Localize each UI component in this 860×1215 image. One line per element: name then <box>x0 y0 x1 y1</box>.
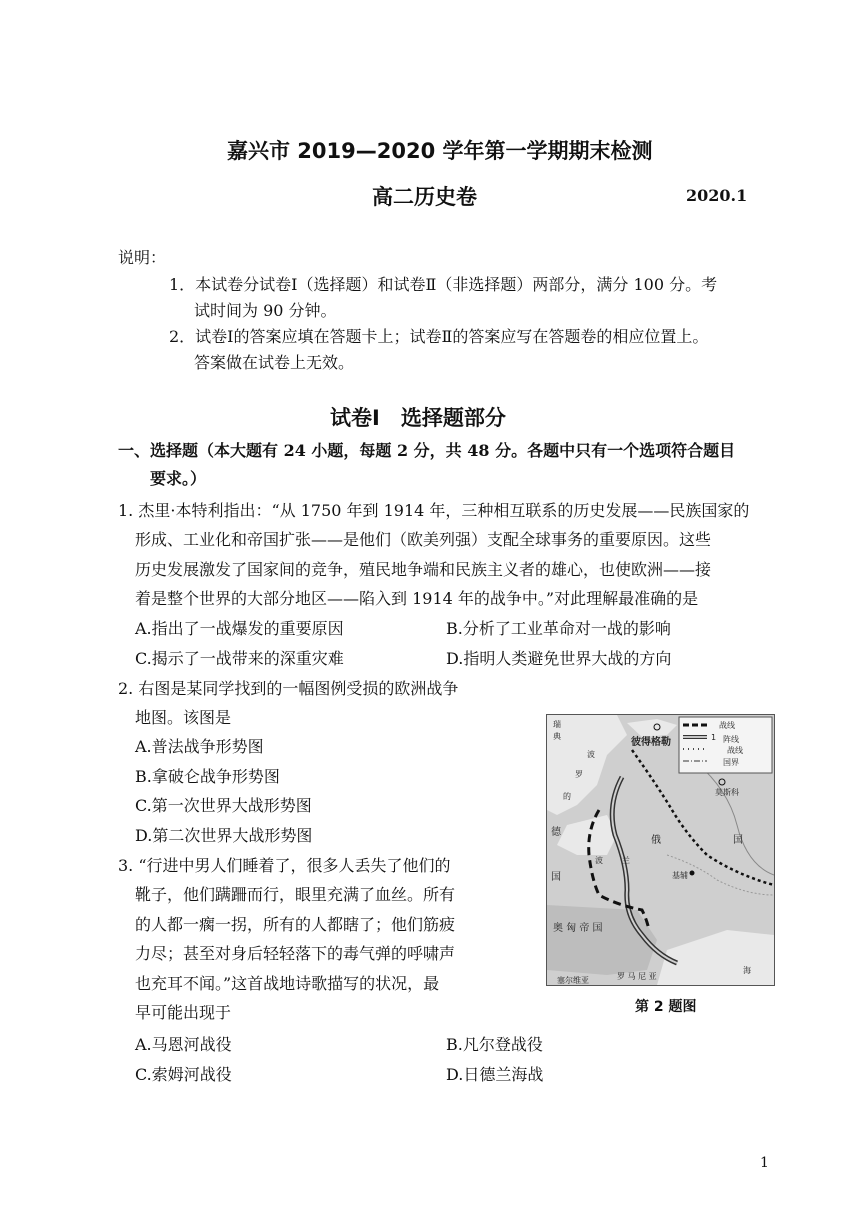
q3-stem-line-5: 也充耳不闻。”这首战地诗歌描写的状况，最 <box>135 974 440 993</box>
legend-label-4: 国界 <box>723 758 739 767</box>
map-label-romania: 罗 马 尼 亚 <box>617 972 657 981</box>
map-label-austria-hungary: 奥 匈 帝 国 <box>553 923 603 934</box>
page-number: 1 <box>760 1155 769 1171</box>
legend-label-1: 战线 <box>719 721 735 730</box>
instructions-label: 说明： <box>118 248 167 267</box>
map-label-bo: 波 <box>587 750 595 759</box>
q2-option-c: C.第一次世界大战形势图 <box>135 796 312 815</box>
q3-option-d: D.日德兰海战 <box>446 1065 544 1084</box>
q1-option-d: D.指明人类避免世界大战的方向 <box>446 649 672 668</box>
map-label-sweden-2: 典 <box>553 732 561 741</box>
map-label-russia-e: 俄 <box>651 835 661 846</box>
q2-option-b: B.拿破仑战争形势图 <box>135 767 280 786</box>
map-label-russia-guo: 国 <box>733 835 743 846</box>
q2-stem-line-2: 地图。该图是 <box>135 708 232 727</box>
q3-option-b: B.凡尔登战役 <box>446 1035 543 1054</box>
q1-option-c: C.揭示了一战带来的深重灾难 <box>135 649 344 668</box>
exam-date: 2020.1 <box>686 186 748 205</box>
document-title: 嘉兴市 2019—2020 学年第一学期期末检测 <box>227 139 653 163</box>
q1-option-b: B.分析了工业革命对一战的影响 <box>446 619 671 638</box>
map-caption: 第 2 题图 <box>635 999 697 1015</box>
q3-stem-line-1: 3. “行进中男人们睡着了，很多人丢失了他们的 <box>118 856 451 875</box>
q1-option-a: A.指出了一战爆发的重要原因 <box>135 619 344 638</box>
war-map-drawing <box>547 715 774 985</box>
q1-stem-line-1: 1. 杰里·本特利指出：“从 1750 年到 1914 年，三种相互联系的历史发展——民族国家的 <box>118 501 750 520</box>
q3-stem-line-2: 靴子，他们蹒跚而行，眼里充满了血丝。所有 <box>135 885 456 904</box>
q1-stem-line-3: 历史发展激发了国家间的竞争，殖民地争端和民族主义者的雄心，也使欧洲——接 <box>135 560 712 579</box>
austria-hungary-area <box>547 905 657 975</box>
legend-label-3: 战线 <box>727 746 743 755</box>
instruction-2-line-1: 2．试卷Ⅰ的答案应填在答题卡上；试卷Ⅱ的答案应写在答题卷的相应位置上。 <box>169 327 709 346</box>
map-label-kyiv: 基辅 <box>672 871 688 880</box>
document-subtitle: 高二历史卷 <box>372 185 477 209</box>
map-label-germany-2: 国 <box>551 872 561 883</box>
legend-number: 1 <box>711 733 717 742</box>
q3-option-a: A.马恩河战役 <box>135 1035 232 1054</box>
city-marker-moscow <box>719 779 725 785</box>
map-label-poland-lan: 兰 <box>622 856 630 865</box>
map-label-moscow: 莫斯科 <box>715 788 739 797</box>
map-label-small-bottom: 塞尔维亚 <box>557 976 589 985</box>
map-label-germany-1: 德 <box>551 827 561 838</box>
q1-stem-line-2: 形成、工业化和帝国扩张——是他们（欧美列强）支配全球事务的重要原因。这些 <box>135 530 712 549</box>
map-label-poland-bo: 波 <box>595 856 603 865</box>
map-label-luo: 罗 <box>575 770 583 779</box>
war-map-figure <box>546 714 775 986</box>
section-title: 试卷Ⅰ 选择题部分 <box>330 406 506 430</box>
q1-stem-line-4: 着是整个世界的大部分地区——陷入到 1914 年的战争中。”对此理解最准确的是 <box>135 589 699 608</box>
map-label-sweden-1: 瑞 <box>553 720 561 729</box>
black-sea-area <box>657 930 774 985</box>
q2-stem-line-1: 2. 右图是某同学找到的一幅图例受损的欧洲战争 <box>118 679 459 698</box>
part-heading-line-1: 一、选择题（本大题有 24 小题，每题 2 分，共 48 分。各题中只有一个选项符合题目 <box>118 441 736 460</box>
map-label-de-sea: 的 <box>563 792 571 801</box>
gulf-of-finland-area <box>627 719 677 737</box>
map-label-petrograd: 彼得格勒 <box>631 737 671 748</box>
q2-option-d: D.第二次世界大战形势图 <box>135 826 313 845</box>
q2-option-a: A.普法战争形势图 <box>135 737 264 756</box>
q3-stem-line-3: 的人都一瘸一拐，所有的人都瞎了；他们筋疲 <box>135 915 456 934</box>
instruction-1-line-1: 1．本试卷分试卷Ⅰ（选择题）和试卷Ⅱ（非选择题）两部分，满分 100 分。考 <box>169 275 718 294</box>
city-marker-kyiv <box>690 871 695 876</box>
q3-stem-line-4: 力尽；甚至对身后轻轻落下的毒气弹的呼啸声 <box>135 944 456 963</box>
q3-option-c: C.索姆河战役 <box>135 1065 232 1084</box>
q3-stem-line-6: 早可能出现于 <box>135 1003 232 1022</box>
legend-label-2: 阵线 <box>723 735 739 744</box>
instruction-1-line-2: 试时间为 90 分钟。 <box>194 301 337 320</box>
instruction-2-line-2: 答案做在试卷上无效。 <box>194 353 355 372</box>
part-heading-line-2: 要求。） <box>150 469 207 488</box>
gulf-area <box>557 815 617 855</box>
map-label-sea: 海 <box>743 966 751 975</box>
